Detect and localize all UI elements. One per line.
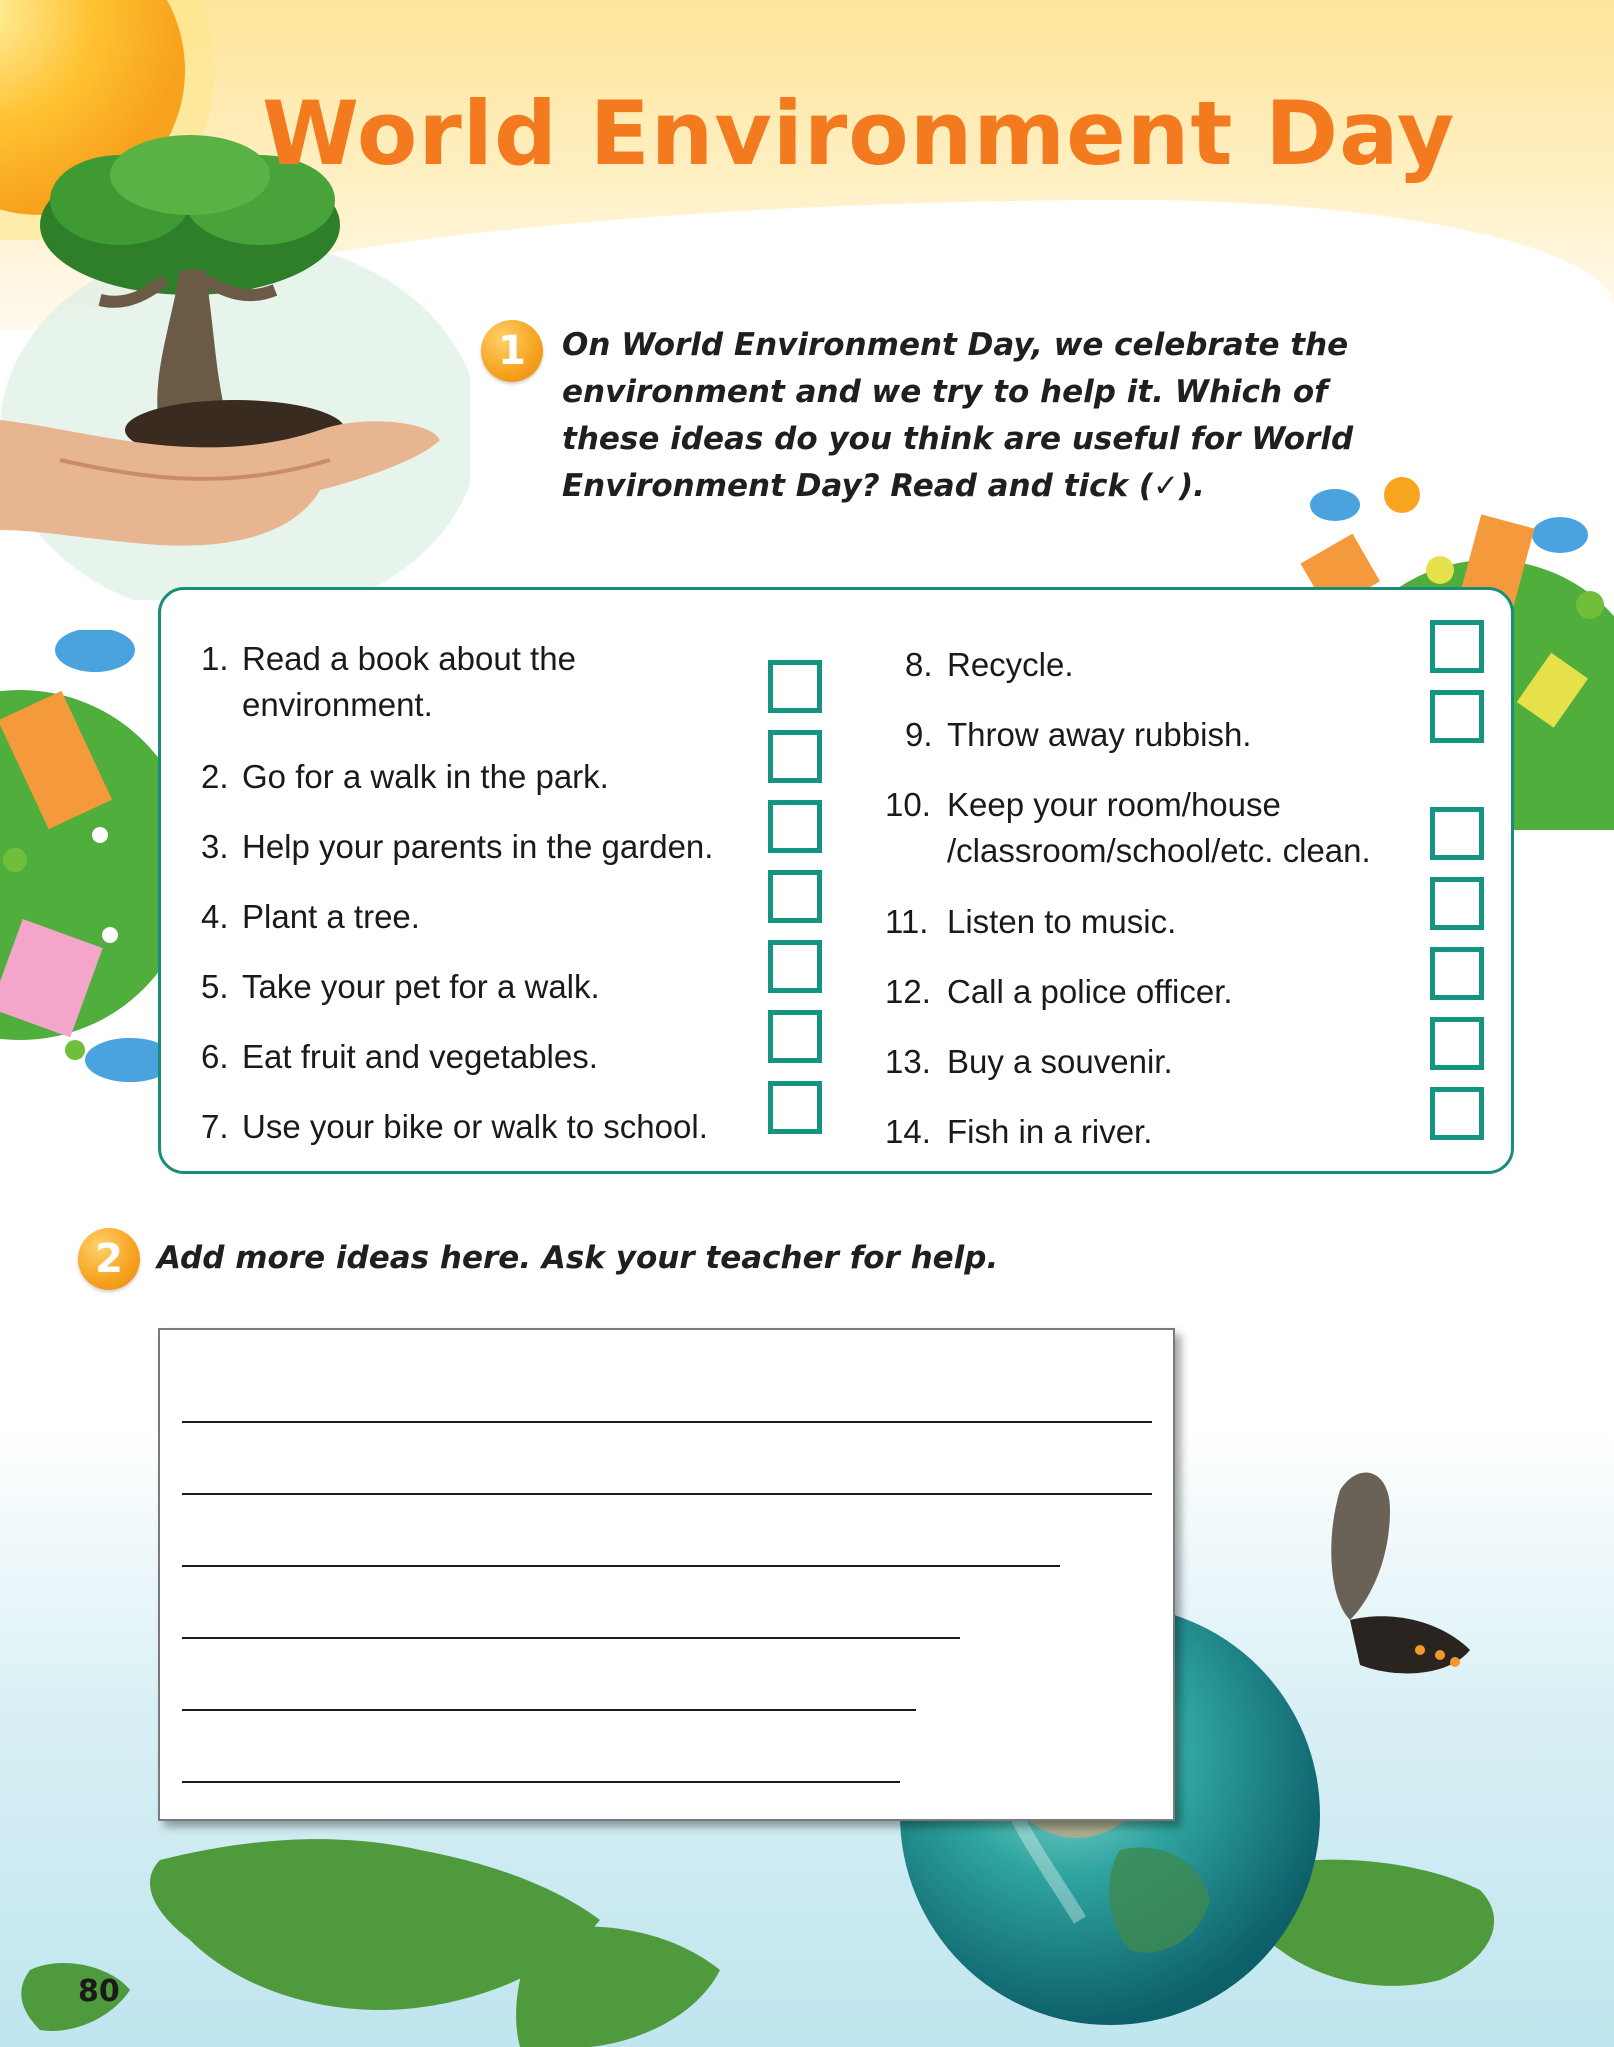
tick-box-9[interactable] — [1430, 690, 1484, 743]
idea-item-14 — [885, 1109, 1405, 1155]
idea-item-13 — [885, 1039, 1405, 1085]
tick-box-5[interactable] — [768, 940, 822, 993]
instruction-line: Environment Day? Read and tick (✓). — [562, 468, 1205, 504]
tick-box-6[interactable] — [768, 1010, 822, 1063]
instruction-line: On World Environment Day, we celebrate the — [562, 327, 1349, 363]
idea-item-3 — [201, 824, 761, 870]
idea-item-1 — [201, 636, 761, 728]
item-number: 8. — [905, 646, 933, 683]
item-number: 10. — [885, 786, 931, 823]
item-text: Fish in a river. — [947, 1113, 1153, 1150]
item-number: 13. — [885, 1043, 931, 1080]
idea-item-12 — [885, 969, 1405, 1015]
idea-item-10 — [885, 782, 1405, 874]
tick-box-3[interactable] — [768, 800, 822, 853]
idea-item-5 — [201, 964, 761, 1010]
item-number: 1. — [201, 640, 229, 677]
item-number: 4. — [201, 898, 229, 935]
tick-box-11[interactable] — [1430, 877, 1484, 930]
item-text: environment. — [242, 686, 433, 723]
writing-line[interactable] — [182, 1637, 960, 1639]
item-number: 6. — [201, 1038, 229, 1075]
item-text: Go for a walk in the park. — [242, 758, 609, 795]
tick-box-14[interactable] — [1430, 1087, 1484, 1140]
item-text: Recycle. — [947, 646, 1074, 683]
item-number: 12. — [885, 973, 931, 1010]
item-text: Use your bike or walk to school. — [242, 1108, 708, 1145]
writing-line[interactable] — [182, 1493, 1152, 1495]
item-number: 5. — [201, 968, 229, 1005]
page-number: 80 — [78, 1974, 120, 2009]
item-text: Listen to music. — [947, 903, 1177, 940]
idea-item-11 — [885, 899, 1405, 945]
tick-box-2[interactable] — [768, 730, 822, 783]
item-number: 11. — [885, 903, 929, 940]
item-text: Call a police officer. — [947, 973, 1233, 1010]
writing-line[interactable] — [182, 1421, 1152, 1423]
instruction-line: environment and we try to help it. Which of — [562, 374, 1328, 410]
item-text: Read a book about the — [242, 640, 576, 677]
writing-line[interactable] — [182, 1709, 916, 1711]
tick-box-13[interactable] — [1430, 1017, 1484, 1070]
tick-box-4[interactable] — [768, 870, 822, 923]
item-number: 3. — [201, 828, 229, 865]
tick-box-12[interactable] — [1430, 947, 1484, 1000]
idea-item-7 — [201, 1104, 761, 1150]
item-text: /classroom/school/etc. clean. — [947, 832, 1371, 869]
item-number: 9. — [905, 716, 933, 753]
item-text: Throw away rubbish. — [947, 716, 1252, 753]
section-1-badge: 1 — [481, 320, 543, 382]
tick-box-7[interactable] — [768, 1081, 822, 1134]
section-1-instruction — [562, 322, 1422, 510]
section-2-instruction: Add more ideas here. Ask your teacher for help. — [157, 1240, 999, 1276]
section-2-badge: 2 — [78, 1228, 140, 1290]
writing-line[interactable] — [182, 1781, 900, 1783]
item-text: Eat fruit and vegetables. — [242, 1038, 598, 1075]
idea-item-9 — [885, 712, 1405, 758]
idea-item-2 — [201, 754, 761, 800]
tick-box-8[interactable] — [1430, 620, 1484, 673]
idea-item-8 — [885, 642, 1405, 688]
item-text: Keep your room/house — [947, 786, 1281, 823]
writing-line[interactable] — [182, 1565, 1060, 1567]
tick-box-10[interactable] — [1430, 807, 1484, 860]
tree-in-hands-illustration — [0, 130, 470, 600]
item-text: Buy a souvenir. — [947, 1043, 1173, 1080]
tick-box-1[interactable] — [768, 660, 822, 713]
idea-item-6 — [201, 1034, 761, 1080]
item-number: 7. — [201, 1108, 229, 1145]
writing-area[interactable] — [158, 1328, 1175, 1821]
item-text: Take your pet for a walk. — [242, 968, 600, 1005]
page-title: World Environment Day — [262, 82, 1456, 185]
item-text: Help your parents in the garden. — [242, 828, 714, 865]
item-text: Plant a tree. — [242, 898, 420, 935]
instruction-line: these ideas do you think are useful for World — [562, 421, 1354, 457]
item-number: 14. — [885, 1113, 931, 1150]
item-number: 2. — [201, 758, 229, 795]
idea-item-4 — [201, 894, 761, 940]
